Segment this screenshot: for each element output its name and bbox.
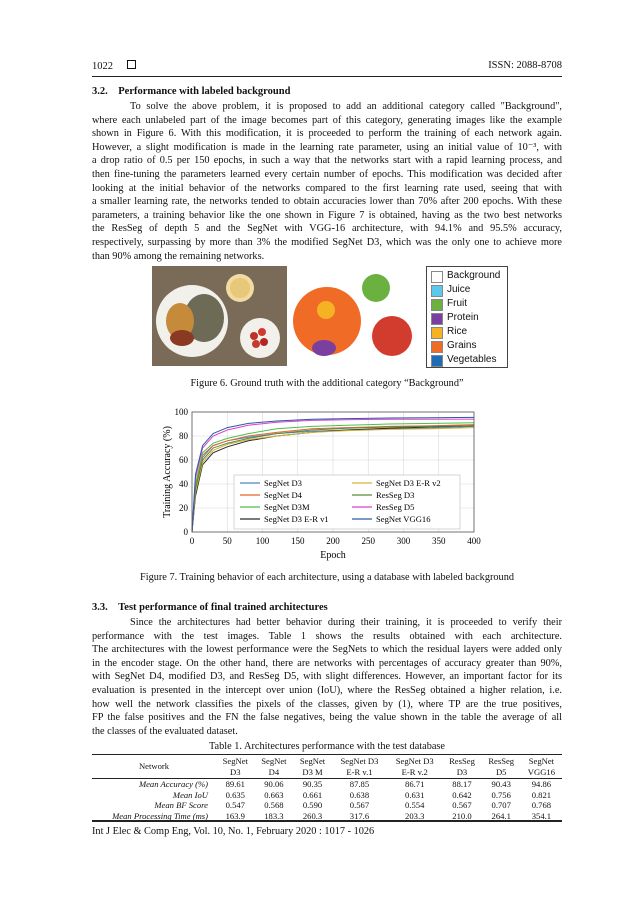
table-cell: 163.9	[225, 810, 245, 821]
legend-item	[427, 312, 507, 326]
table-cell: 183.3	[264, 810, 284, 821]
table-header-cell: SegNet D3 M	[299, 756, 326, 777]
table-row-label: Mean Processing Time (ms)	[112, 810, 208, 821]
paragraph-line: evaluation is presented in the intercept over union (IoU), where the ResSeg obtained a higher relation, i.e.	[92, 684, 562, 696]
legend-entry: ResSeg D5	[376, 502, 415, 512]
y-tick-label: 40	[179, 479, 188, 489]
table-cell: 0.568	[264, 800, 284, 810]
segmentation-legend	[426, 266, 508, 368]
legend-swatch	[431, 271, 443, 283]
table-cell: 0.663	[264, 789, 284, 800]
paragraph-line: looking at the initial behavior of the networks compared to the first learning rate used, seeing that with	[92, 182, 562, 194]
table-cell: 90.06	[264, 779, 284, 789]
paragraph-line: FP the false positives and the FN the false negatives, being the value shown in the table the average of all	[92, 712, 562, 724]
paragraph-line: with SegNet D4, modified D3, and ResSeg D5, with slight differences. However, an important factor for its	[92, 671, 562, 683]
table-header-cell: SegNet D3	[222, 756, 248, 777]
table-1	[92, 754, 562, 822]
legend-label: Rice	[447, 326, 468, 337]
legend-item	[427, 326, 507, 340]
paragraph-line: parameters, a training behavior like the one shown in Figure 7 is obtained, having as the two best networks	[92, 209, 562, 221]
table-header-row	[92, 755, 562, 779]
paragraph-line	[92, 100, 562, 114]
table-cell: 86.71	[405, 779, 425, 789]
y-tick-label: 60	[179, 455, 188, 465]
table-cell: 87.85	[349, 779, 370, 789]
legend-label: Juice	[447, 284, 471, 295]
paragraph-line	[92, 616, 562, 630]
table-cell: 0.661	[302, 789, 323, 800]
legend-swatch	[431, 299, 443, 311]
legend-entry: SegNet D3 E-R v1	[264, 514, 329, 524]
table-cell: 0.768	[531, 800, 552, 810]
section-paragraph	[92, 100, 562, 263]
legend-entry: SegNet D3 E-R v2	[376, 478, 441, 488]
table-cell: 0.756	[491, 789, 511, 800]
paragraph-line-text: To solve the above problem, it is proposed to add an additional category called "Background",	[130, 101, 562, 112]
paragraph-line: than 90% among the remaining networks.	[92, 250, 265, 262]
table-header-cell: ResSeg D5	[488, 756, 515, 777]
training-accuracy-chart	[150, 404, 490, 564]
legend-label: Vegetables	[447, 354, 497, 365]
legend-item	[427, 298, 507, 312]
header-rule	[92, 76, 562, 77]
paragraph-line: the classes of the evaluated dataset.	[92, 725, 238, 737]
legend-label: Grains	[447, 340, 477, 351]
paragraph-line: the ResSeg of depth 5 and the SegNet with VGG-16 architecture, with 94.1% and 95.5% accuracy,	[92, 223, 562, 235]
footer-rule	[92, 820, 562, 821]
x-tick-label: 50	[222, 536, 232, 546]
figure-6	[152, 266, 572, 366]
table-cell: 0.567	[349, 800, 370, 810]
section-heading-test: 3.3. Test performance of final trained architectures	[92, 602, 328, 613]
x-tick-label: 250	[361, 536, 375, 546]
table-row	[92, 790, 562, 801]
figure-6-caption: Figure 6. Ground truth with the additional category “Background”	[190, 378, 464, 389]
y-axis-label: Training Accuracy (%)	[162, 426, 173, 518]
x-tick-label: 400	[467, 536, 481, 546]
table-row-label: Mean BF Score	[154, 800, 208, 810]
legend-swatch	[431, 313, 443, 325]
table-cell: 0.821	[531, 789, 552, 800]
table-row	[92, 800, 562, 811]
table-header-cell: SegNet D4	[261, 756, 287, 777]
page-footer: Int J Elec & Comp Eng, Vol. 10, No. 1, February 2020 : 1017 - 1026	[92, 826, 375, 837]
x-tick-label: 0	[189, 536, 195, 546]
table-cell: 0.638	[349, 789, 370, 800]
paragraph-line: a drop ratio of 0.5 per 150 epochs, in such a way that the networks start with a rapid learning process, and	[92, 155, 562, 167]
section-heading: 3.2. Performance with labeled background	[92, 86, 291, 97]
legend-label: Protein	[447, 312, 479, 323]
x-tick-label: 200	[326, 536, 340, 546]
table-cell: 94.86	[531, 779, 552, 789]
table-cell: 354.1	[531, 810, 552, 821]
chart-legend	[234, 475, 460, 529]
x-tick-label: 150	[291, 536, 305, 546]
y-tick-label: 80	[179, 431, 188, 441]
y-tick-label: 20	[179, 503, 188, 513]
table-row-label: Mean Accuracy (%)	[138, 779, 208, 789]
table-cell: 90.35	[302, 779, 323, 789]
paragraph-line: in the encoder stage. On the other hand, there are networks with percentages of accuracy greater than 90%,	[92, 657, 562, 669]
legend-entry: SegNet D3	[264, 478, 302, 488]
table-1-caption: Table 1. Architectures performance with the test database	[208, 741, 445, 752]
table-cell: 0.567	[452, 800, 472, 810]
table-cell: 89.61	[225, 779, 245, 789]
legend-item	[427, 354, 507, 368]
table-header-cell: SegNet VGG16	[527, 756, 556, 777]
table-cell: 0.635	[225, 789, 245, 800]
fruit-bowl-photo	[240, 318, 280, 358]
x-tick-label: 300	[396, 536, 411, 546]
table-cell: 0.707	[491, 800, 511, 810]
x-axis-label: Epoch	[320, 550, 346, 561]
legend-entry: SegNet D4	[264, 490, 302, 500]
paragraph-line: then fine-tuning the parameters learned every certain number of epochs. This modification was decided after	[92, 168, 562, 180]
table-cell: 210.0	[452, 810, 472, 821]
section-paragraph-test	[92, 616, 562, 738]
table-cell: 90.43	[491, 779, 511, 789]
x-tick-label: 350	[432, 536, 446, 546]
paragraph-line-text: Since the architectures had better behavior during their training, it is proceeded to verify their	[130, 617, 562, 628]
legend-label: Fruit	[447, 298, 467, 309]
table-header-cell: ResSeg D3	[449, 756, 475, 777]
paragraph-line: a smaller learning rate, the networks tended to obtain accuracies lower than 70% after 200 epochs. With these	[92, 196, 562, 208]
table-cell: 0.547	[225, 800, 245, 810]
table-cell: 203.3	[405, 810, 425, 821]
table-header-cell: Network	[138, 761, 170, 772]
paragraph-line: how well the network classifies the pixels of the classes, given by (1), where TP are the true positives,	[92, 698, 562, 710]
table-cell: 0.590	[302, 800, 323, 810]
table-cell: 88.17	[452, 779, 472, 789]
table-row	[92, 779, 562, 790]
legend-swatch	[431, 327, 443, 339]
paragraph-line: shown in Figure 6. With this modification, it is proceeded to perform the training of each network again.	[92, 128, 562, 140]
paragraph-line: where each unlabeled part of the image becomes part of this category, generating images like the example	[92, 114, 562, 126]
y-tick-label: 100	[174, 407, 188, 417]
paragraph-line: However, a slight modification is made in the learning rate parameter, using an initial value of 10⁻³, with	[92, 141, 562, 153]
checkbox-square-icon	[127, 60, 136, 69]
legend-entry: ResSeg D3	[376, 490, 415, 500]
table-cell: 0.631	[405, 789, 425, 800]
x-tick-label: 100	[255, 536, 270, 546]
legend-item	[427, 284, 507, 298]
table-header-cell: SegNet D3 E-R v.2	[395, 756, 434, 777]
issn: ISSN: 2088-8708	[488, 60, 562, 71]
paragraph-line: The architectures with the lowest performance were the SegNets to which the residual layers were added only	[92, 644, 562, 656]
figure-7-caption: Figure 7. Training behavior of each architecture, using a database with labeled background	[139, 572, 514, 583]
legend-item	[427, 340, 507, 354]
paragraph-line: respectively, surpassing by more than 3% the modified SegNet D3, which was the only one to achieve more	[92, 236, 562, 248]
y-tick-label: 0	[183, 527, 188, 537]
table-cell: 0.554	[405, 800, 425, 810]
legend-swatch	[431, 355, 443, 367]
legend-label: Background	[447, 270, 501, 281]
legend-swatch	[431, 341, 443, 353]
page-number-group	[92, 60, 136, 72]
table-cell: 0.642	[452, 789, 472, 800]
page-number: 1022	[92, 61, 113, 72]
food-photos	[152, 266, 422, 366]
table-cell: 260.3	[302, 810, 323, 821]
table-row-label: Mean IoU	[172, 789, 208, 800]
paragraph-line: performance with the test images. Table 1 shows the results obtained with each architecture.	[92, 630, 562, 642]
legend-entry: SegNet D3M	[264, 502, 310, 512]
table-cell: 264.1	[491, 810, 511, 821]
legend-swatch	[431, 285, 443, 297]
table-cell: 317.6	[349, 810, 370, 821]
legend-entry: SegNet VGG16	[376, 514, 431, 524]
legend-item	[427, 270, 507, 284]
table-header-cell: SegNet D3 E-R v.1	[340, 756, 379, 777]
